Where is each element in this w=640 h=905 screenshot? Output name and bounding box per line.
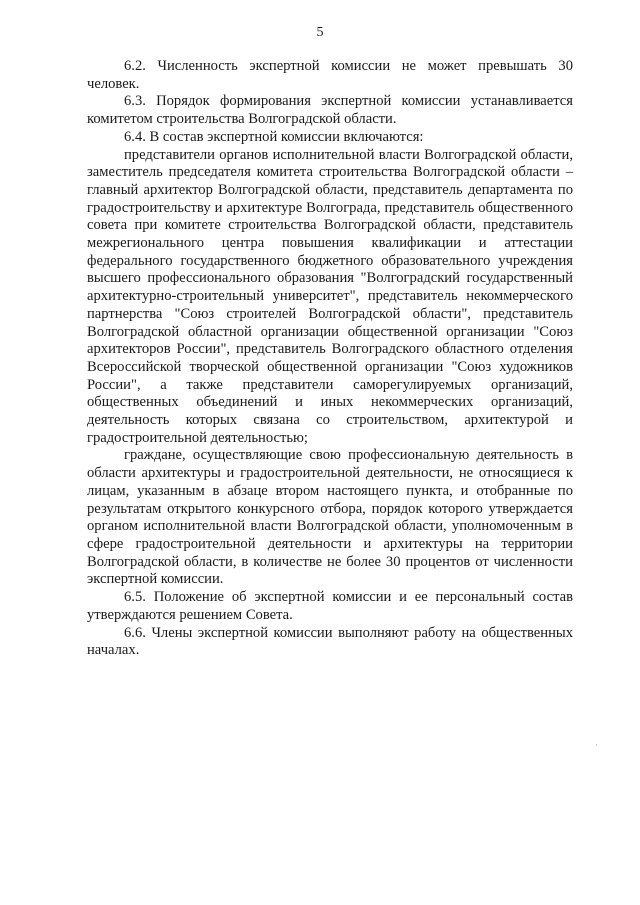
paragraph-representatives: представители органов исполнительной власти Волгоградской области, заместитель председателя комитета строительства Волгоградской области – главный архитектор Волгоградской области, представитель департамента по градостроительству и архитектуре Волгограда, представитель общественного совета при комитете строительства Волгоградской области, представитель межрегионального центра повышения квалификации и аттестации федерального государственного бюджетного образовательного учреждения высшего профессионального образования "Волгоградский государственный архитектурно-строительный университет", представитель некоммерческого партнерства "Союз строителей Волгоградской области", представитель Волгоградской областной организации общественной организации "Союз архитекторов России", представитель Волгоградского областного отделения Всероссийской творческой общественной организации "Союз художников России", а также представители саморегулируемых организаций, общественных объединений и иных некоммерческих организаций, деятельность которых связана со строительством, архитектурой и градостроительной деятельностью; — [87, 146, 573, 446]
paragraph-citizens: граждане, осуществляющие свою профессиональную деятельность в области архитектуры и градостроительной деятельности, не относящиеся к лицам, указанным в абзаце втором настоящего пункта, и отобранные по результатам открытого конкурсного отбора, порядок которого утверждается органом исполнительной власти Волгоградской области, уполномоченным в сфере градостроительной деятельности и архитектуры на территории Волгоградской области, в количестве не более 30 процентов от численности экспертной комиссии. — [87, 447, 573, 588]
paragraph-6-3: 6.3. Порядок формирования экспертной комиссии устанавливается комитетом строительства Волгоградской области. — [87, 93, 573, 128]
document-body — [87, 58, 573, 660]
page-number: 5 — [316, 25, 324, 40]
paragraph-6-2: 6.2. Численность экспертной комиссии не может превышать 30 человек. — [87, 58, 573, 92]
scan-speck — [596, 744, 597, 746]
paragraph-6-4: 6.4. В состав экспертной комиссии включаются: — [124, 128, 424, 145]
paragraph-6-5: 6.5. Положение об экспертной комиссии и ее персональный состав утверждаются решением Совета. — [87, 589, 573, 623]
paragraph-6-6: 6.6. Члены экспертной комиссии выполняют работу на общественных началах. — [87, 624, 573, 659]
